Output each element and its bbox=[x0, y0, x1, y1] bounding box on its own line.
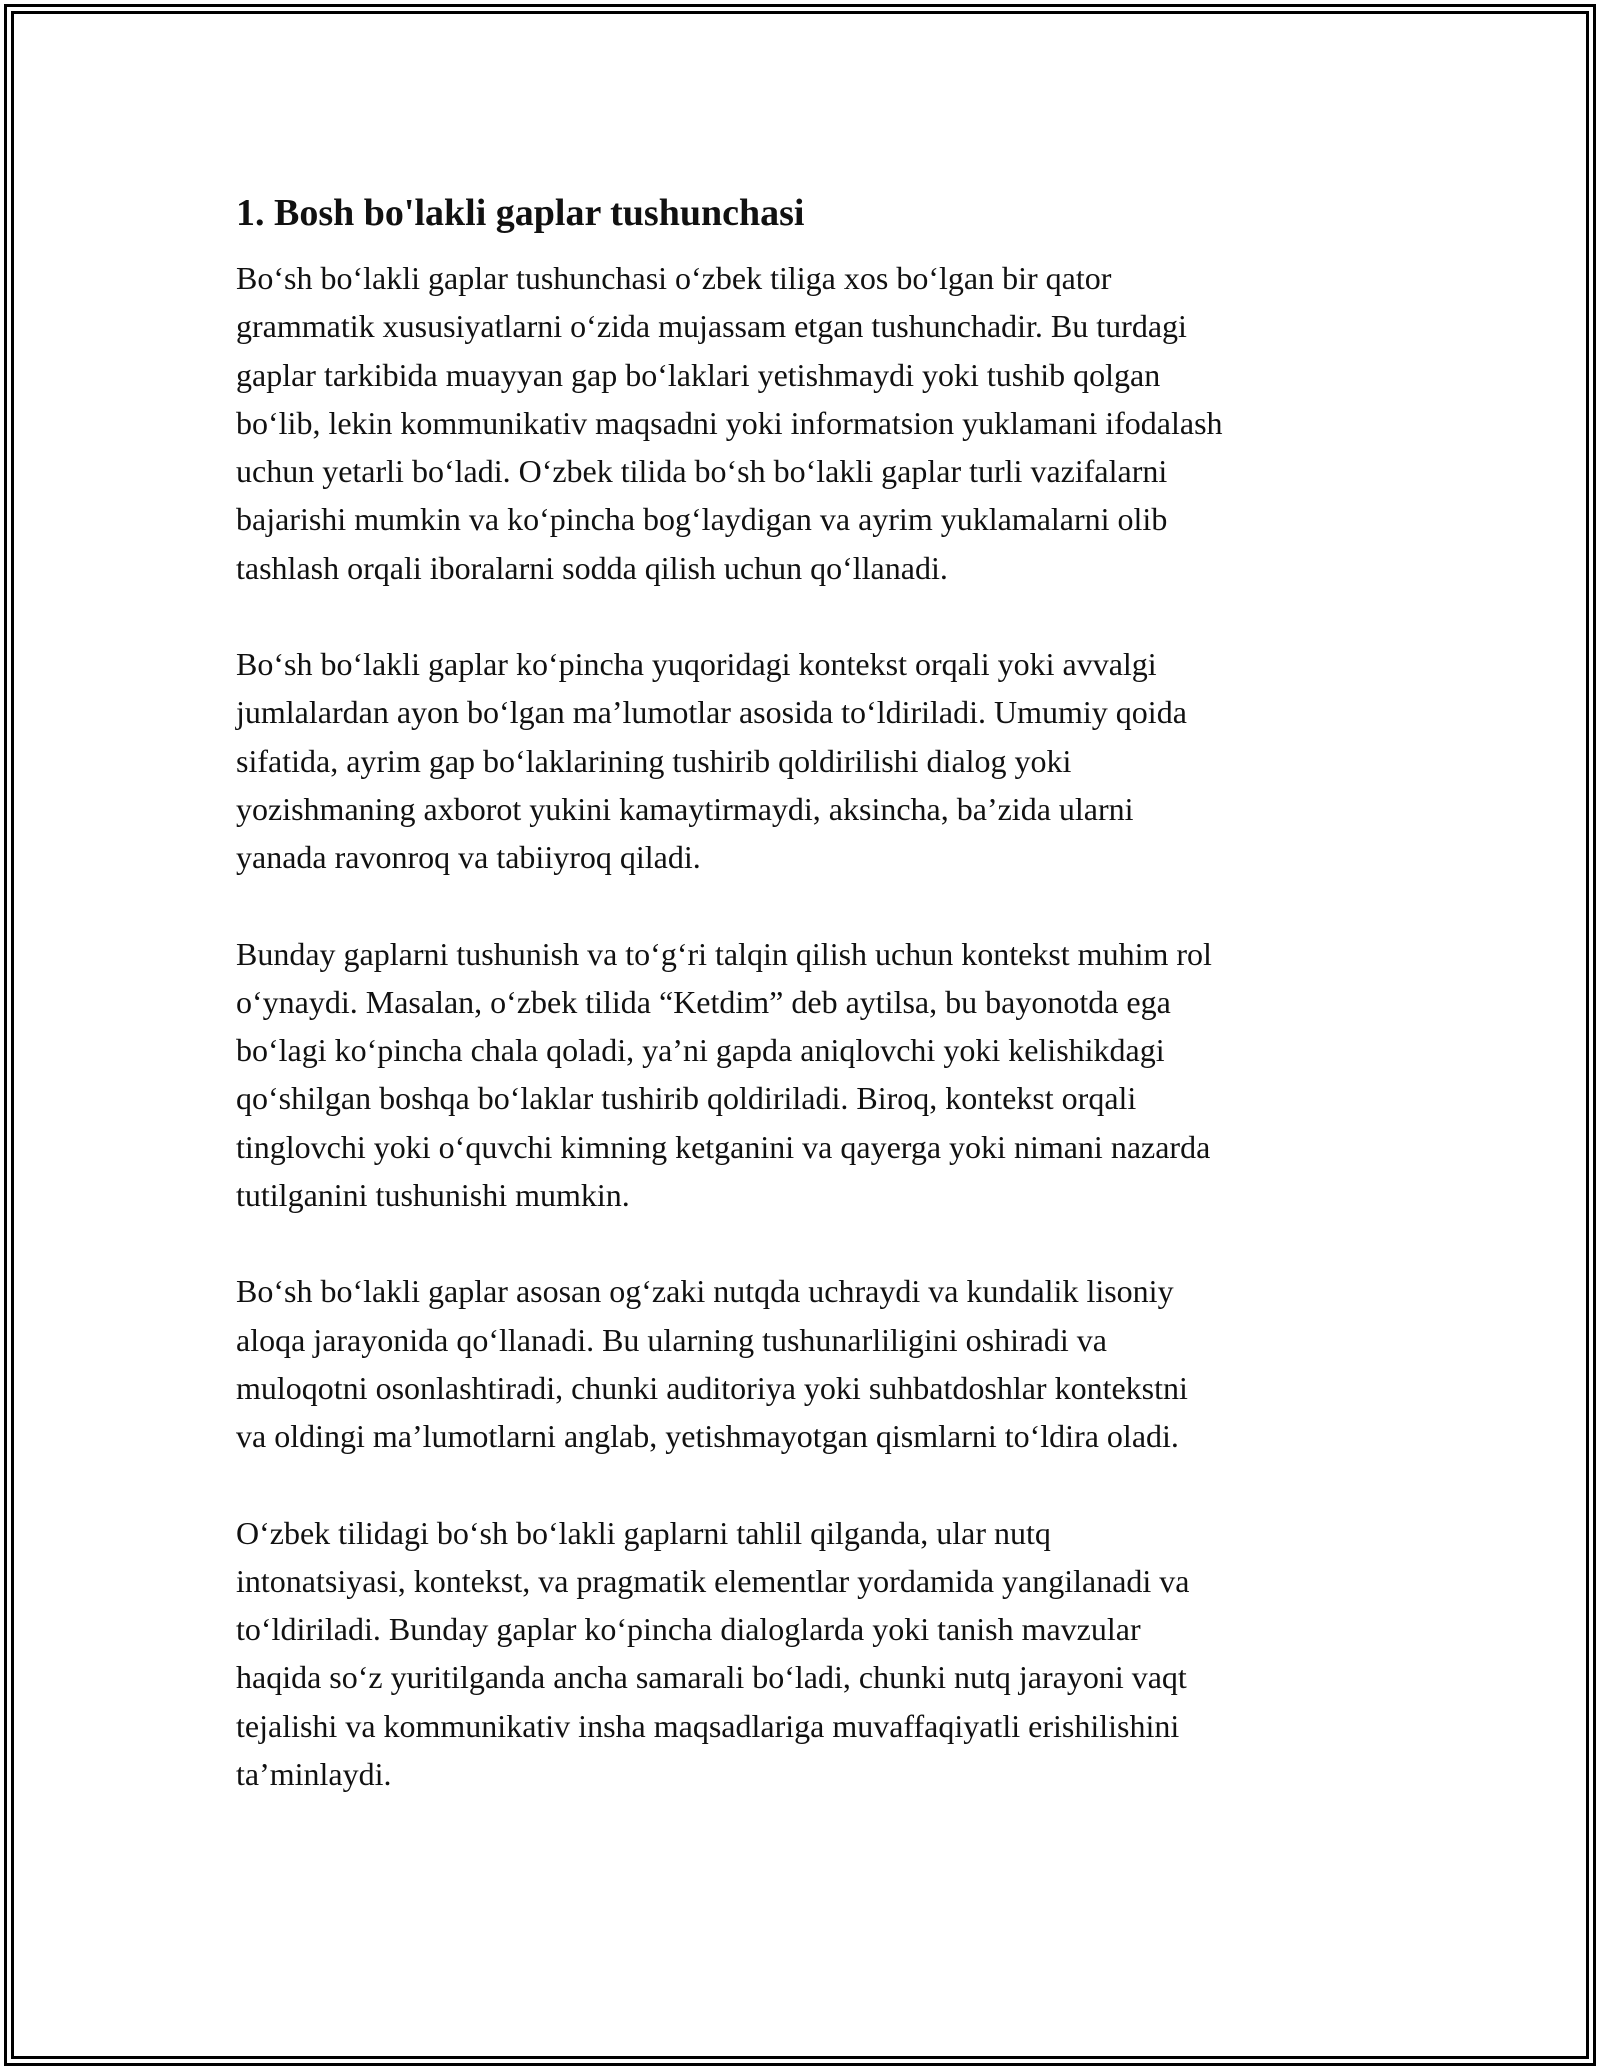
paragraph-line: tinglovchi yoki o‘quvchi kimning ketganini va qayerga yoki nimani nazarda bbox=[236, 1128, 1211, 1165]
section-heading: 1. Bosh bo'lakli gaplar tushunchasi bbox=[236, 192, 805, 234]
paragraph-line: Bunday gaplarni tushunish va to‘g‘ri talqin qilish uchun kontekst muhim rol bbox=[236, 935, 1212, 972]
paragraph-line: tashlash orqali iboralarni sodda qilish uchun qo‘llanadi. bbox=[236, 549, 948, 586]
paragraph-line: muloqotni osonlashtiradi, chunki auditoriya yoki suhbatdoshlar kontekstni bbox=[236, 1369, 1188, 1406]
paragraph-line: qo‘shilgan boshqa bo‘laklar tushirib qoldiriladi. Biroq, kontekst orqali bbox=[236, 1080, 1137, 1117]
paragraph-line: o‘ynaydi. Masalan, o‘zbek tilida “Ketdim” deb aytilsa, bu bayonotda ega bbox=[236, 983, 1171, 1020]
paragraph-line: grammatik xususiyatlarni o‘zida mujassam etgan tushunchadir. Bu turdagi bbox=[236, 308, 1187, 345]
paragraph-line: bajarishi mumkin va ko‘pincha bog‘laydigan va ayrim yuklamalarni olib bbox=[236, 501, 1168, 538]
paragraph-4 bbox=[236, 1267, 1376, 1460]
paragraph-line: tejalishi va kommunikativ insha maqsadlariga muvaffaqiyatli erishilishini bbox=[236, 1707, 1180, 1744]
paragraph-line: Bo‘sh bo‘lakli gaplar ko‘pincha yuqoridagi kontekst orqali yoki avvalgi bbox=[236, 646, 1157, 683]
paragraph-line: Bo‘sh bo‘lakli gaplar asosan og‘zaki nutqda uchraydi va kundalik lisoniy bbox=[236, 1273, 1174, 1310]
paragraph-line: O‘zbek tilidagi bo‘sh bo‘lakli gaplarni tahlil qilganda, ular nutq bbox=[236, 1514, 1051, 1551]
paragraph-5 bbox=[236, 1509, 1376, 1799]
paragraph-line: va oldingi ma’lumotlarni anglab, yetishmayotgan qismlarni to‘ldira oladi. bbox=[236, 1418, 1179, 1455]
paragraph-line: uchun yetarli bo‘ladi. O‘zbek tilida bo‘sh bo‘lakli gaplar turli vazifalarni bbox=[236, 453, 1168, 490]
paragraph-line: ta’minlaydi. bbox=[236, 1756, 392, 1793]
paragraph-line: haqida so‘z yuritilganda ancha samarali bo‘ladi, chunki nutq jarayoni vaqt bbox=[236, 1659, 1187, 1696]
document-body bbox=[236, 187, 1376, 1798]
paragraph-1 bbox=[236, 254, 1376, 592]
paragraph-2 bbox=[236, 640, 1376, 881]
paragraph-line: yozishmaning axborot yukini kamaytirmaydi, aksincha, ba’zida ularni bbox=[236, 790, 1134, 827]
paragraph-line: tutilganini tushunishi mumkin. bbox=[236, 1177, 630, 1214]
paragraph-line: bo‘lagi ko‘pincha chala qoladi, ya’ni gapda aniqlovchi yoki kelishikdagi bbox=[236, 1032, 1165, 1069]
paragraph-3 bbox=[236, 930, 1376, 1220]
paragraph-line: intonatsiyasi, kontekst, va pragmatik elementlar yordamida yangilanadi va bbox=[236, 1562, 1190, 1599]
paragraph-line: bo‘lib, lekin kommunikativ maqsadni yoki informatsion yuklamani ifodalash bbox=[236, 404, 1223, 441]
paragraph-line: Bo‘sh bo‘lakli gaplar tushunchasi o‘zbek tiliga xos bo‘lgan bir qator bbox=[236, 260, 1112, 296]
paragraph-line: aloqa jarayonida qo‘llanadi. Bu ularning tushunarliligini oshiradi va bbox=[236, 1321, 1107, 1358]
paragraph-line: to‘ldiriladi. Bunday gaplar ko‘pincha dialoglarda yoki tanish mavzular bbox=[236, 1611, 1141, 1648]
paragraph-line: jumlalardan ayon bo‘lgan ma’lumotlar asosida to‘ldiriladi. Umumiy qoida bbox=[236, 694, 1187, 731]
paragraph-line: gaplar tarkibida muayyan gap bo‘laklari yetishmaydi yoki tushib qolgan bbox=[236, 356, 1161, 393]
paragraph-line: sifatida, ayrim gap bo‘laklarining tushirib qoldirilishi dialog yoki bbox=[236, 742, 1072, 779]
paragraph-line: yanada ravonroq va tabiiyroq qiladi. bbox=[236, 839, 701, 876]
